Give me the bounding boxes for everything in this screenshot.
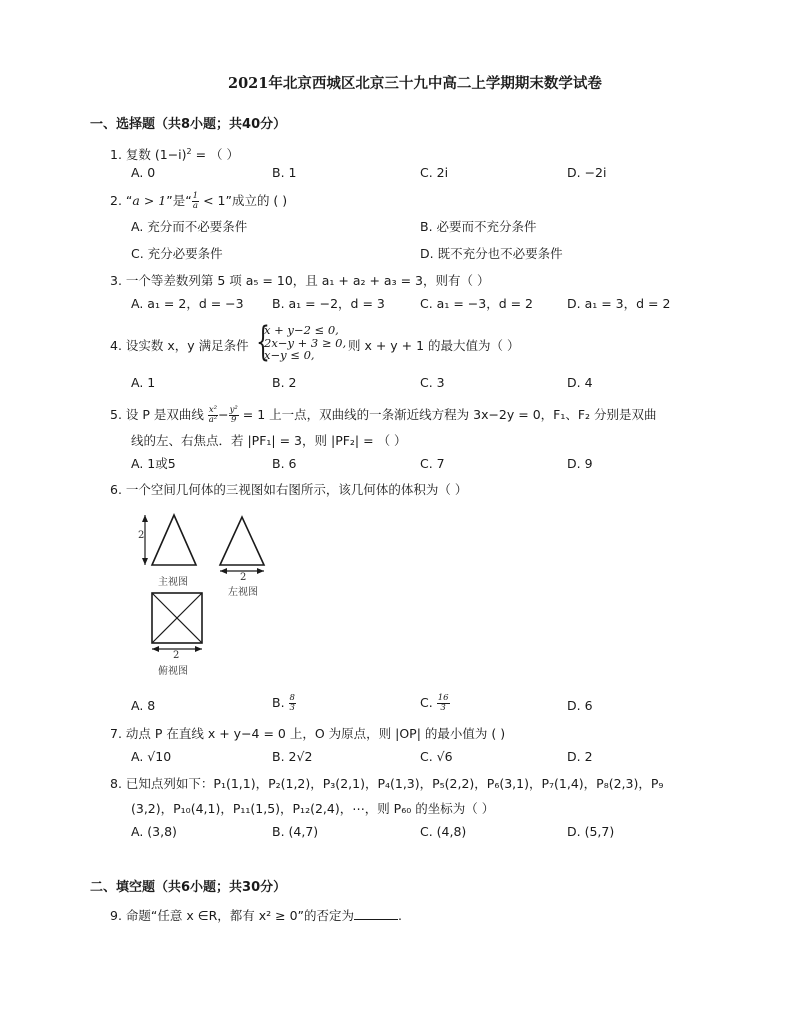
question-5-option-a: A. 1或5: [131, 456, 176, 471]
question-8-line-2: (3,2)，P₁₀(4,1)，P₁₁(1,5)，P₁₂(2,4)，⋯，则 P₆₀ 的坐标为（ ）: [131, 801, 495, 816]
question-6-option-d: D. 6: [567, 698, 593, 713]
question-2-stem: 2. “a > 1”是“ $\frac{1}{a}$ < 1”成立的 ( ): [110, 191, 288, 211]
question-6-option-b: B. $\frac{8}{3}$: [272, 693, 295, 713]
top-view-label: 俯视图: [158, 666, 188, 677]
question-1-option-c: C. 2i: [420, 165, 449, 180]
question-7-option-c: C. √6: [420, 749, 453, 764]
question-7-option-d: D. 2: [567, 749, 593, 764]
question-5-fraction-x: $\frac{\text{x²}}{\text{a²}}$: [208, 405, 218, 425]
question-2-option-d: D. 既不充分也不必要条件: [420, 246, 563, 261]
question-3-option-a: A. a₁ = 2，d = −3: [131, 296, 244, 311]
top-dimension-label: 2: [173, 650, 180, 661]
question-6-option-a: A. 8: [131, 698, 156, 713]
left-view-label: 左视图: [228, 587, 258, 598]
front-view-triangle: [152, 515, 196, 565]
left-dimension-arrow-left: [220, 568, 227, 574]
section-heading-choice: 一、选择题（共8小题；共40分）: [90, 117, 287, 132]
question-7-stem: 7. 动点 P 在直线 x + y−4 = 0 上，O 为原点，则 |OP| 的最小值为 ( ): [110, 726, 506, 741]
left-view-triangle: [220, 517, 264, 565]
question-4-option-c: C. 3: [420, 375, 445, 390]
question-3-option-c: C. a₁ = −3，d = 2: [420, 296, 534, 311]
question-2-fraction: $\frac{1}{a}$: [192, 191, 199, 211]
question-4-stem-b: 则 x + y + 1 的最大值为（ ）: [348, 338, 520, 353]
page-title: 2021年北京西城区北京三十九中高二上学期期末数学试卷: [228, 75, 602, 92]
section-heading-fill-in: 二、填空题（共6小题；共30分）: [90, 880, 287, 895]
question-6-option-c: C. $\frac{16}{3}$: [420, 693, 449, 713]
question-1-option-d: D. −2i: [567, 165, 607, 180]
question-7-option-b: B. 2√2: [272, 749, 313, 764]
question-2-option-b: B. 必要而不充分条件: [420, 219, 537, 234]
front-dimension-label: 2: [138, 530, 145, 541]
top-dimension-arrow-left: [152, 646, 159, 652]
top-dimension-arrow-right: [195, 646, 202, 652]
question-2-option-c: C. 充分必要条件: [131, 246, 223, 261]
question-6-stem: 6. 一个空间几何体的三视图如右图所示，该几何体的体积为（ ）: [110, 482, 468, 497]
question-3-option-d: D. a₁ = 3，d = 2: [567, 296, 671, 311]
question-4-stem-a: 4. 设实数 x，y 满足条件: [110, 338, 249, 353]
question-8-option-b: B. (4,7): [272, 824, 319, 839]
system-brace: {: [256, 319, 270, 365]
front-view-label: 主视图: [158, 577, 188, 588]
question-4-option-d: D. 4: [567, 375, 593, 390]
front-dimension-arrow-bottom: [142, 558, 148, 565]
question-8-option-a: A. (3,8): [131, 824, 177, 839]
question-7-option-a: A. √10: [131, 749, 172, 764]
three-view-figure: [130, 505, 290, 685]
question-1-option-a: A. 0: [131, 165, 156, 180]
question-9-stem: 9. 命题“任意 x ∈R，都有 x² ≥ 0”的否定为 .: [110, 908, 403, 923]
question-5-fraction-y: $\frac{\text{y²}}{9}$: [229, 405, 238, 425]
question-8-option-d: D. (5,7): [567, 824, 615, 839]
question-1-stem: 1. 复数 $(1-i)^2$ = （ ）: [110, 147, 240, 163]
question-8-option-c: C. (4,8): [420, 824, 467, 839]
question-4-option-b: B. 2: [272, 375, 297, 390]
question-5-option-d: D. 9: [567, 456, 593, 471]
left-dimension-arrow-right: [257, 568, 264, 574]
question-3-stem: 3. 一个等差数列第 5 项 a₅ = 10，且 a₁ + a₂ + a₃ = 3，则有（ ）: [110, 273, 490, 288]
question-2-option-a: A. 充分而不必要条件: [131, 219, 248, 234]
question-4-option-a: A. 1: [131, 375, 156, 390]
question-3-option-b: B. a₁ = −2，d = 3: [272, 296, 385, 311]
answer-blank[interactable]: [354, 907, 398, 920]
question-5-stem: 5. 设 P 是双曲线 $\frac{\text{x²}}{\text{a²}}$ − $\frac{\text{y²}}{9}$ = 1 上一点，双曲线的一条渐近线方程为 3x−2y = 0，F₁、F₂ 分别是双曲: [110, 405, 657, 425]
question-8-line-1: 8. 已知点列如下：P₁(1,1)，P₂(1,2)，P₃(2,1)，P₄(1,3)，P₅(2,2)，P₆(3,1)，P₇(1,4)，P₈(2,3)，P₉: [110, 776, 664, 791]
left-dimension-label: 2: [240, 572, 247, 583]
question-1-option-b: B. 1: [272, 165, 297, 180]
question-5-option-b: B. 6: [272, 456, 297, 471]
question-5-line-2: 线的左、右焦点．若 |PF₁| = 3，则 |PF₂| = （ ）: [131, 433, 407, 448]
front-dimension-arrow-top: [142, 515, 148, 522]
constraint-system: x + y−2 ≤ 0, 2x−y + 3 ≥ 0, x−y ≤ 0,: [264, 323, 347, 362]
question-5-option-c: C. 7: [420, 456, 445, 471]
